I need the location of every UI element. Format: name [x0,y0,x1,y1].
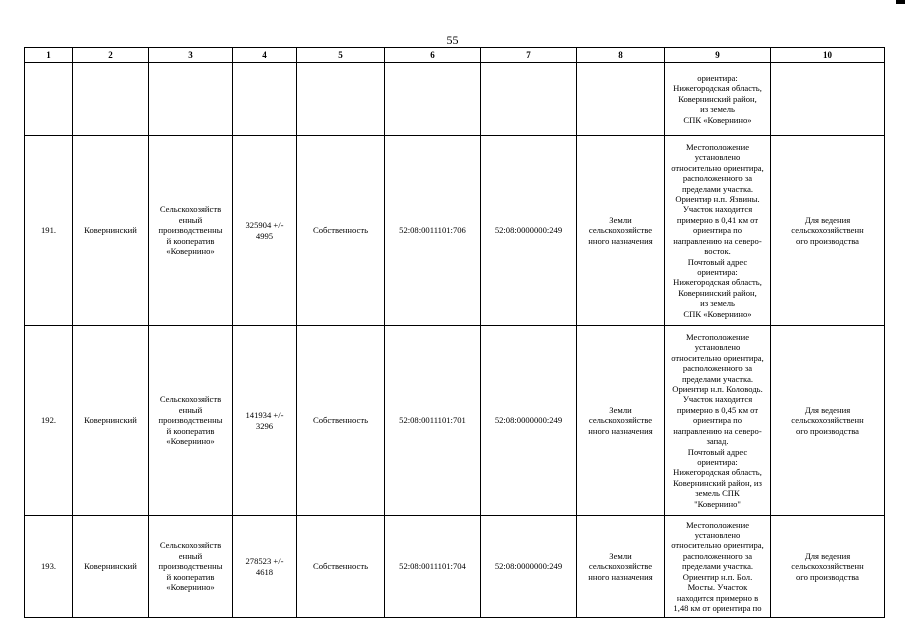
cell-location: Местоположение установлено относительно ориентира, расположенного за пределами участка. Ориентир н.п. Коловодь. Участок находится примерно в 0,45 км от ориентира по направлению на северо- запад. Почтовый адрес ориентира: Нижегородская область, Ковернинский район, из земель СПК "Ковернино" [665,326,771,516]
header-row [25,48,885,63]
cell-number: 192. [25,326,73,516]
table-row-continuation [25,63,885,136]
cell-owner: Сельскохозяйств енный производственны й кооператив «Ковернино» [149,516,233,618]
cell-owner: Сельскохозяйств енный производственны й кооператив «Ковернино» [149,326,233,516]
cell-location: Местоположение установлено относительно ориентира, расположенного за пределами участка. Ориентир н.п. Бол. Мосты. Участок находится примерно в 1,48 км от ориентира по [665,516,771,618]
cell-area [233,63,297,136]
cell-number [25,63,73,136]
cell-parent-cadastral: 52:08:0000000:249 [481,326,577,516]
cell-cadastral: 52:08:0011101:701 [385,326,481,516]
cell-number: 191. [25,136,73,326]
cell-owner: Сельскохозяйств енный производственны й кооператив «Ковернино» [149,136,233,326]
cell-use: Для ведения сельскохозяйственн ого производства [771,516,885,618]
cell-use: Для ведения сельскохозяйственн ого производства [771,326,885,516]
cell-right: Собственность [297,136,385,326]
cell-cadastral: 52:08:0011101:706 [385,136,481,326]
cell-area: 278523 +/- 4618 [233,516,297,618]
header-col-8: 8 [577,48,665,63]
header-col-7: 7 [481,48,577,63]
cell-category: Земли сельскохозяйстве нного назначения [577,516,665,618]
page-number: 55 [446,33,459,47]
cell-right: Собственность [297,326,385,516]
cell-right [297,63,385,136]
cell-area: 141934 +/- 3296 [233,326,297,516]
header-col-9: 9 [665,48,771,63]
header-col-4: 4 [233,48,297,63]
cell-district: Ковернинский [73,326,149,516]
table-row-192 [25,326,885,516]
cell-location: Местоположение установлено относительно ориентира, расположенного за пределами участка. Ориентир н.п. Язвины. Участок находится примерно в 0,41 км от ориентира по направлению на северо- восток. Почтовый адрес ориентира: Нижегородская область, Ковернинский район, из земель СПК «Ковернино» [665,136,771,326]
header-col-10: 10 [771,48,885,63]
corner-mark [896,0,905,4]
cell-use [771,63,885,136]
cell-category: Земли сельскохозяйстве нного назначения [577,326,665,516]
cell-parent-cadastral: 52:08:0000000:249 [481,516,577,618]
cell-right: Собственность [297,516,385,618]
cell-owner [149,63,233,136]
cell-parent-cadastral [481,63,577,136]
header-col-5: 5 [297,48,385,63]
cell-cadastral [385,63,481,136]
table-row-193 [25,516,885,618]
cell-category: Земли сельскохозяйстве нного назначения [577,136,665,326]
header-col-2: 2 [73,48,149,63]
cell-district: Ковернинский [73,136,149,326]
header-col-1: 1 [25,48,73,63]
header-col-6: 6 [385,48,481,63]
cell-cadastral: 52:08:0011101:704 [385,516,481,618]
table-row-191 [25,136,885,326]
header-col-3: 3 [149,48,233,63]
cell-district [73,63,149,136]
land-plot-table [24,47,885,618]
cell-parent-cadastral: 52:08:0000000:249 [481,136,577,326]
cell-category [577,63,665,136]
cell-number: 193. [25,516,73,618]
cell-area: 325904 +/- 4995 [233,136,297,326]
cell-location: ориентира: Нижегородская область, Ковернинский район, из земель СПК «Ковернино» [665,63,771,136]
cell-use: Для ведения сельскохозяйственн ого производства [771,136,885,326]
cell-district: Ковернинский [73,516,149,618]
